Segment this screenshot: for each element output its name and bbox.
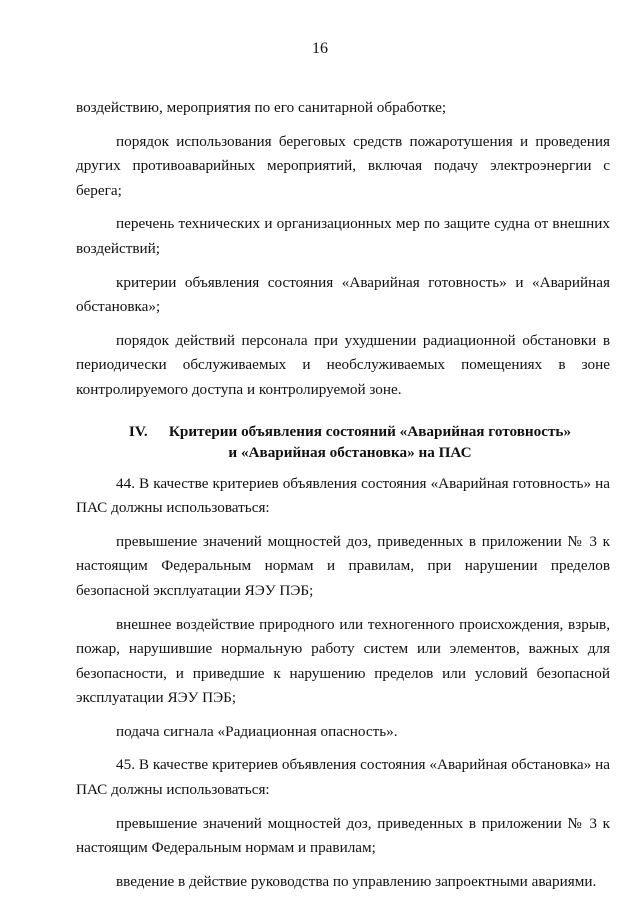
section-title-line-2: и «Аварийная обстановка» на ПАС (228, 443, 472, 461)
paragraph-45: 45. В качестве критериев объявления состояния «Аварийная обстановка» на ПАС должны использоваться: (76, 756, 610, 799)
document-body (76, 96, 610, 894)
section-heading (76, 421, 610, 463)
paragraph-berth-firefighting: порядок использования береговых средств пожаротушения и проведения других противоаварийных мероприятий, включая подачу электроэнергии с берега; (76, 132, 610, 199)
paragraph-protection-measures: перечень технических и организационных мер по защите судна от внешних воздействий; (76, 215, 610, 257)
paragraph-44-external-impact: внешнее воздействие природного или техногенного происхождения, взрыв, пожар, нарушившие нормальную работу систем или элементов, важных для безопасности, и приведшие к нарушению пределов или условий безопасной эксплуатации ЯЭУ ПЭБ; (76, 615, 610, 707)
section-title-line-1: Критерии объявления состояний «Аварийная готовность» (168, 422, 572, 440)
paragraph-personnel-actions: порядок действий персонала при ухудшении радиационной обстановки в периодически обслуживаемых и необслуживаемых помещениях в зоне контролируемого доступа и контролируемой зоне. (76, 331, 610, 398)
paragraph-44: 44. В качестве критериев объявления состояния «Аварийная готовность» на ПАС должны использоваться: (76, 474, 610, 517)
paragraph-44-dose-rates: превышение значений мощностей доз, приведенных в приложении № 3 к настоящим Федеральным нормам и правилам, при нарушении пределов безопасной эксплуатации ЯЭУ ПЭБ; (76, 532, 610, 599)
paragraph-emergency-criteria: критерии объявления состояния «Аварийная готовность» и «Аварийная обстановка»; (76, 273, 610, 316)
paragraph-45-beyond-design: введение в действие руководства по управлению запроектными авариями. (116, 872, 597, 890)
section-heading-line-1 (90, 421, 610, 442)
section-number: IV. (128, 422, 148, 440)
paragraph-continuation: воздействию, мероприятия по его санитарной обработке; (76, 99, 447, 116)
paragraph-44-radiation-signal: подача сигнала «Радиационная опасность». (116, 722, 398, 740)
page-number: 16 (312, 40, 328, 57)
paragraph-45-dose-rates: превышение значений мощностей доз, приведенных в приложении № 3 к настоящим Федеральным нормам и правилам; (76, 814, 610, 857)
